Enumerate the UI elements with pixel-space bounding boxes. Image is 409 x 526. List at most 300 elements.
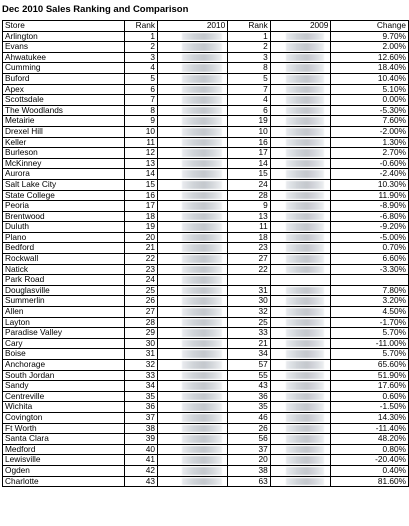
redacted-sales-2010-cell: [158, 391, 228, 402]
store-name-cell: Rockwall: [3, 254, 125, 265]
redaction-blur: [286, 372, 324, 380]
redacted-sales-2010-cell: [158, 285, 228, 296]
redacted-sales-2009-cell: [270, 444, 331, 455]
redaction-blur: [286, 54, 324, 62]
redacted-sales-2010-cell: [158, 222, 228, 233]
redaction-blur: [286, 139, 324, 147]
change-cell: 1.30%: [331, 137, 409, 148]
store-name-cell: Scottsdale: [3, 95, 125, 106]
redacted-sales-2009-cell: [270, 201, 331, 212]
redaction-blur: [182, 107, 222, 115]
redacted-sales-2009-cell: [270, 412, 331, 423]
rank-2010-cell: 29: [125, 328, 158, 339]
rank-2009-cell: 20: [228, 455, 270, 466]
redacted-sales-2009-cell: [270, 381, 331, 392]
rank-2010-cell: 1: [125, 31, 158, 42]
change-cell: 0.00%: [331, 95, 409, 106]
change-cell: 4.50%: [331, 307, 409, 318]
redaction-blur: [182, 319, 222, 327]
store-name-cell: Cumming: [3, 63, 125, 74]
table-row: [3, 254, 409, 265]
table-row: [3, 126, 409, 137]
rank-2009-cell: 38: [228, 465, 270, 476]
redacted-sales-2009-cell: [270, 105, 331, 116]
rank-2010-cell: 27: [125, 307, 158, 318]
redaction-blur: [286, 446, 324, 454]
redaction-blur: [182, 276, 222, 284]
change-cell: 0.70%: [331, 243, 409, 254]
rank-2009-cell: 13: [228, 211, 270, 222]
redacted-sales-2010-cell: [158, 42, 228, 53]
change-cell: [331, 275, 409, 286]
redaction-blur: [286, 244, 324, 252]
redacted-sales-2010-cell: [158, 201, 228, 212]
redaction-blur: [182, 139, 222, 147]
redacted-sales-2009-cell: [270, 264, 331, 275]
redacted-sales-2010-cell: [158, 412, 228, 423]
redacted-sales-2009-cell: [270, 31, 331, 42]
rank-2010-cell: 10: [125, 126, 158, 137]
rank-2009-cell: [228, 275, 270, 286]
change-cell: 10.40%: [331, 73, 409, 84]
page-title: Dec 2010 Sales Ranking and Comparison: [2, 4, 189, 15]
rank-2009-cell: 19: [228, 116, 270, 127]
redaction-blur: [182, 255, 222, 263]
redaction-blur: [286, 43, 324, 51]
table-row: [3, 402, 409, 413]
change-cell: -1.70%: [331, 317, 409, 328]
store-name-cell: Sandy: [3, 381, 125, 392]
rank-2010-cell: 18: [125, 211, 158, 222]
header-store: Store: [3, 21, 125, 32]
store-name-cell: Boise: [3, 349, 125, 360]
table-row: [3, 73, 409, 84]
redaction-blur: [182, 170, 222, 178]
redacted-sales-2009-cell: [270, 137, 331, 148]
redacted-sales-2010-cell: [158, 84, 228, 95]
change-cell: 5.70%: [331, 328, 409, 339]
rank-2010-cell: 34: [125, 381, 158, 392]
redaction-blur: [182, 181, 222, 189]
redacted-sales-2009-cell: [270, 243, 331, 254]
table-row: [3, 190, 409, 201]
store-name-cell: Drexel Hill: [3, 126, 125, 137]
rank-2010-cell: 13: [125, 158, 158, 169]
rank-2009-cell: 3: [228, 52, 270, 63]
redaction-blur: [182, 86, 222, 94]
rank-2010-cell: 37: [125, 412, 158, 423]
redaction-blur: [286, 403, 324, 411]
redaction-blur: [182, 54, 222, 62]
rank-2009-cell: 21: [228, 338, 270, 349]
table-row: [3, 285, 409, 296]
rank-2010-cell: 12: [125, 148, 158, 159]
rank-2009-cell: 26: [228, 423, 270, 434]
redaction-blur: [286, 192, 324, 200]
redaction-blur: [286, 308, 324, 316]
table-row: [3, 137, 409, 148]
store-name-cell: Metairie: [3, 116, 125, 127]
store-name-cell: Medford: [3, 444, 125, 455]
redaction-blur: [286, 414, 324, 422]
redacted-sales-2010-cell: [158, 349, 228, 360]
rank-2010-cell: 26: [125, 296, 158, 307]
change-cell: 12.60%: [331, 52, 409, 63]
redaction-blur: [182, 160, 222, 168]
store-name-cell: Covington: [3, 412, 125, 423]
change-cell: 10.30%: [331, 179, 409, 190]
redacted-sales-2010-cell: [158, 158, 228, 169]
store-name-cell: Arlington: [3, 31, 125, 42]
redacted-sales-2009-cell: [270, 42, 331, 53]
store-name-cell: State College: [3, 190, 125, 201]
redacted-sales-2010-cell: [158, 444, 228, 455]
store-name-cell: McKinney: [3, 158, 125, 169]
store-name-cell: Santa Clara: [3, 434, 125, 445]
redacted-sales-2010-cell: [158, 52, 228, 63]
header-rank-2010: Rank: [125, 21, 158, 32]
change-cell: 0.80%: [331, 444, 409, 455]
table-row: [3, 370, 409, 381]
redacted-sales-2009-cell: [270, 285, 331, 296]
rank-2009-cell: 31: [228, 285, 270, 296]
redaction-blur: [182, 382, 222, 390]
rank-2010-cell: 39: [125, 434, 158, 445]
rank-2009-cell: 1: [228, 31, 270, 42]
table-row: [3, 158, 409, 169]
redacted-sales-2009-cell: [270, 423, 331, 434]
change-cell: 0.60%: [331, 391, 409, 402]
redaction-blur: [182, 33, 222, 41]
redacted-sales-2010-cell: [158, 360, 228, 371]
redacted-sales-2010-cell: [158, 264, 228, 275]
store-name-cell: Douglasville: [3, 285, 125, 296]
redacted-sales-2010-cell: [158, 169, 228, 180]
change-cell: 6.60%: [331, 254, 409, 265]
store-name-cell: Layton: [3, 317, 125, 328]
redacted-sales-2010-cell: [158, 179, 228, 190]
redacted-sales-2009-cell: [270, 52, 331, 63]
redacted-sales-2009-cell: [270, 455, 331, 466]
redaction-blur: [182, 192, 222, 200]
table-row: [3, 349, 409, 360]
redacted-sales-2009-cell: [270, 158, 331, 169]
rank-2009-cell: 23: [228, 243, 270, 254]
redaction-blur: [182, 414, 222, 422]
redaction-blur: [286, 234, 324, 242]
rank-2010-cell: 43: [125, 476, 158, 487]
redacted-sales-2009-cell: [270, 402, 331, 413]
redaction-blur: [182, 244, 222, 252]
store-name-cell: Brentwood: [3, 211, 125, 222]
redaction-blur: [182, 266, 222, 274]
table-row: [3, 264, 409, 275]
table-row: [3, 222, 409, 233]
store-name-cell: Wichita: [3, 402, 125, 413]
redacted-sales-2009-cell: [270, 63, 331, 74]
redaction-blur: [286, 128, 324, 136]
redaction-blur: [182, 393, 222, 401]
redacted-sales-2009-cell: [270, 126, 331, 137]
change-cell: -6.80%: [331, 211, 409, 222]
table-row: [3, 95, 409, 106]
rank-2010-cell: 42: [125, 465, 158, 476]
redacted-sales-2010-cell: [158, 211, 228, 222]
redaction-blur: [182, 372, 222, 380]
redacted-sales-2009-cell: [270, 476, 331, 487]
redacted-sales-2010-cell: [158, 307, 228, 318]
header-sales-2010: 2010: [158, 21, 228, 32]
rank-2010-cell: 5: [125, 73, 158, 84]
redaction-blur: [286, 425, 324, 433]
rank-2009-cell: 43: [228, 381, 270, 392]
redaction-blur: [182, 287, 222, 295]
rank-2009-cell: 33: [228, 328, 270, 339]
rank-2010-cell: 36: [125, 402, 158, 413]
store-name-cell: Duluth: [3, 222, 125, 233]
redacted-sales-2009-cell: [270, 169, 331, 180]
redacted-sales-2010-cell: [158, 476, 228, 487]
table-row: [3, 434, 409, 445]
table-row: [3, 307, 409, 318]
table-row: [3, 63, 409, 74]
redaction-blur: [182, 308, 222, 316]
rank-2010-cell: 28: [125, 317, 158, 328]
redaction-blur: [286, 86, 324, 94]
redaction-blur: [286, 456, 324, 464]
store-name-cell: Keller: [3, 137, 125, 148]
redaction-blur: [286, 64, 324, 72]
redaction-blur: [286, 33, 324, 41]
rank-2009-cell: 24: [228, 179, 270, 190]
store-name-cell: South Jordan: [3, 370, 125, 381]
change-cell: -11.40%: [331, 423, 409, 434]
table-row: [3, 105, 409, 116]
rank-2009-cell: 8: [228, 63, 270, 74]
redaction-blur: [286, 329, 324, 337]
change-cell: -8.90%: [331, 201, 409, 212]
rank-2009-cell: 18: [228, 232, 270, 243]
rank-2010-cell: 33: [125, 370, 158, 381]
redaction-blur: [286, 361, 324, 369]
redacted-sales-2009-cell: [270, 328, 331, 339]
redacted-sales-2010-cell: [158, 190, 228, 201]
rank-2010-cell: 19: [125, 222, 158, 233]
redaction-blur: [286, 297, 324, 305]
rank-2009-cell: 56: [228, 434, 270, 445]
redacted-sales-2009-cell: [270, 275, 331, 286]
rank-2009-cell: 9: [228, 201, 270, 212]
redacted-sales-2009-cell: [270, 349, 331, 360]
rank-2010-cell: 11: [125, 137, 158, 148]
redacted-sales-2010-cell: [158, 296, 228, 307]
redacted-sales-2010-cell: [158, 148, 228, 159]
rank-2009-cell: 7: [228, 84, 270, 95]
redaction-blur: [182, 75, 222, 83]
redaction-blur: [286, 255, 324, 263]
change-cell: -2.40%: [331, 169, 409, 180]
store-name-cell: Apex: [3, 84, 125, 95]
redaction-blur: [286, 287, 324, 295]
change-cell: 17.60%: [331, 381, 409, 392]
rank-2009-cell: 25: [228, 317, 270, 328]
table-row: [3, 455, 409, 466]
redaction-blur: [286, 350, 324, 358]
redacted-sales-2009-cell: [270, 338, 331, 349]
change-cell: 14.30%: [331, 412, 409, 423]
redacted-sales-2009-cell: [270, 232, 331, 243]
store-name-cell: The Woodlands: [3, 105, 125, 116]
change-cell: -11.00%: [331, 338, 409, 349]
table-row: [3, 317, 409, 328]
rank-2010-cell: 25: [125, 285, 158, 296]
table-row: [3, 201, 409, 212]
redacted-sales-2010-cell: [158, 254, 228, 265]
table-row: [3, 31, 409, 42]
store-name-cell: Evans: [3, 42, 125, 53]
table-row: [3, 444, 409, 455]
change-cell: 5.10%: [331, 84, 409, 95]
rank-2009-cell: 16: [228, 137, 270, 148]
redaction-blur: [286, 117, 324, 125]
redaction-blur: [286, 382, 324, 390]
redaction-blur: [286, 107, 324, 115]
redaction-blur: [182, 96, 222, 104]
store-name-cell: Summerlin: [3, 296, 125, 307]
rank-2009-cell: 46: [228, 412, 270, 423]
rank-2010-cell: 3: [125, 52, 158, 63]
rank-2010-cell: 32: [125, 360, 158, 371]
table-header-row: [3, 21, 409, 32]
change-cell: 81.60%: [331, 476, 409, 487]
rank-2010-cell: 20: [125, 232, 158, 243]
redaction-blur: [182, 43, 222, 51]
redaction-blur: [286, 149, 324, 157]
redacted-sales-2010-cell: [158, 243, 228, 254]
redacted-sales-2009-cell: [270, 222, 331, 233]
rank-2009-cell: 57: [228, 360, 270, 371]
store-name-cell: Ogden: [3, 465, 125, 476]
store-name-cell: Ahwatukee: [3, 52, 125, 63]
redaction-blur: [182, 64, 222, 72]
redacted-sales-2009-cell: [270, 434, 331, 445]
redacted-sales-2009-cell: [270, 179, 331, 190]
rank-2009-cell: 37: [228, 444, 270, 455]
redacted-sales-2009-cell: [270, 95, 331, 106]
redaction-blur: [182, 149, 222, 157]
store-name-cell: Ft Worth: [3, 423, 125, 434]
store-name-cell: Allen: [3, 307, 125, 318]
redaction-blur: [182, 128, 222, 136]
redaction-blur: [182, 467, 222, 475]
rank-2009-cell: 30: [228, 296, 270, 307]
redacted-sales-2009-cell: [270, 370, 331, 381]
table-row: [3, 243, 409, 254]
change-cell: 7.80%: [331, 285, 409, 296]
redacted-sales-2010-cell: [158, 370, 228, 381]
rank-2010-cell: 23: [125, 264, 158, 275]
change-cell: 65.60%: [331, 360, 409, 371]
rank-2010-cell: 6: [125, 84, 158, 95]
redacted-sales-2010-cell: [158, 95, 228, 106]
redacted-sales-2009-cell: [270, 148, 331, 159]
redacted-sales-2010-cell: [158, 423, 228, 434]
redacted-sales-2010-cell: [158, 402, 228, 413]
redaction-blur: [286, 223, 324, 231]
redaction-blur: [182, 223, 222, 231]
header-rank-2009: Rank: [228, 21, 270, 32]
rank-2010-cell: 17: [125, 201, 158, 212]
redacted-sales-2009-cell: [270, 391, 331, 402]
change-cell: 0.40%: [331, 465, 409, 476]
redaction-blur: [182, 478, 222, 486]
redacted-sales-2009-cell: [270, 190, 331, 201]
redacted-sales-2009-cell: [270, 360, 331, 371]
table-row: [3, 423, 409, 434]
change-cell: -9.20%: [331, 222, 409, 233]
rank-2010-cell: 8: [125, 105, 158, 116]
redacted-sales-2009-cell: [270, 254, 331, 265]
rank-2009-cell: 36: [228, 391, 270, 402]
rank-2010-cell: 4: [125, 63, 158, 74]
rank-2010-cell: 2: [125, 42, 158, 53]
change-cell: 51.90%: [331, 370, 409, 381]
store-name-cell: Peoria: [3, 201, 125, 212]
change-cell: -2.00%: [331, 126, 409, 137]
redaction-blur: [182, 329, 222, 337]
redaction-blur: [182, 213, 222, 221]
rank-2009-cell: 4: [228, 95, 270, 106]
rank-2010-cell: 38: [125, 423, 158, 434]
change-cell: -1.50%: [331, 402, 409, 413]
rank-2010-cell: 22: [125, 254, 158, 265]
redacted-sales-2010-cell: [158, 232, 228, 243]
store-name-cell: Plano: [3, 232, 125, 243]
rank-2009-cell: 15: [228, 169, 270, 180]
store-name-cell: Cary: [3, 338, 125, 349]
rank-2010-cell: 9: [125, 116, 158, 127]
store-name-cell: Lewisville: [3, 455, 125, 466]
table-row: [3, 116, 409, 127]
table-row: [3, 391, 409, 402]
store-name-cell: Centreville: [3, 391, 125, 402]
table-row: [3, 328, 409, 339]
table-row: [3, 232, 409, 243]
redacted-sales-2010-cell: [158, 381, 228, 392]
redaction-blur: [182, 117, 222, 125]
redacted-sales-2009-cell: [270, 307, 331, 318]
redaction-blur: [182, 297, 222, 305]
rank-2010-cell: 24: [125, 275, 158, 286]
redacted-sales-2009-cell: [270, 211, 331, 222]
rank-2009-cell: 63: [228, 476, 270, 487]
store-name-cell: Paradise Valley: [3, 328, 125, 339]
redaction-blur: [286, 478, 324, 486]
redaction-blur: [182, 435, 222, 443]
store-name-cell: Charlotte: [3, 476, 125, 487]
redaction-blur: [286, 170, 324, 178]
redaction-blur: [286, 435, 324, 443]
table-row: [3, 360, 409, 371]
store-name-cell: Park Road: [3, 275, 125, 286]
redacted-sales-2010-cell: [158, 465, 228, 476]
store-name-cell: Aurora: [3, 169, 125, 180]
rank-2010-cell: 15: [125, 179, 158, 190]
change-cell: -5.00%: [331, 232, 409, 243]
store-name-cell: Burleson: [3, 148, 125, 159]
rank-2010-cell: 16: [125, 190, 158, 201]
table-row: [3, 476, 409, 487]
